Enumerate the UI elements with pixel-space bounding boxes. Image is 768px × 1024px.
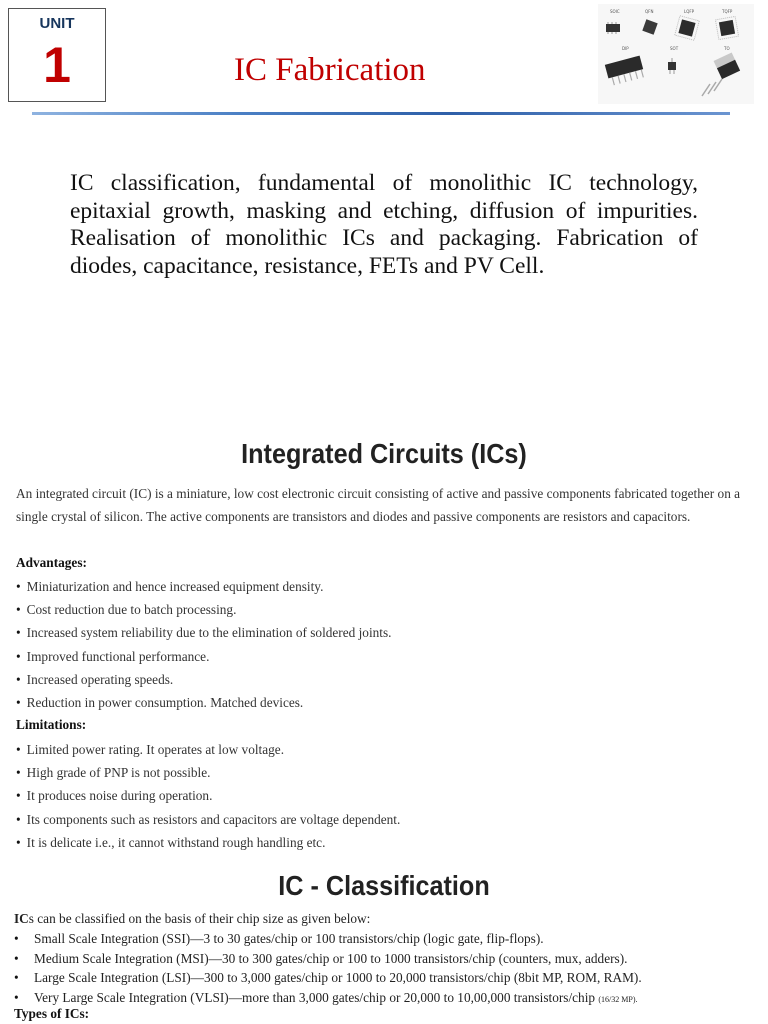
ic-packages-image xyxy=(598,4,754,104)
list-item: • Small Scale Integration (SSI)—3 to 30 gates/chip or 100 transistors/chip (logic gate, flip-flops). xyxy=(14,931,544,946)
pkg-label-to: TO xyxy=(724,46,730,51)
limitations-heading: Limitations: xyxy=(16,717,87,732)
list-item: • Cost reduction due to batch processing. xyxy=(16,602,237,618)
list-item: • High grade of PNP is not possible. xyxy=(16,765,211,781)
list-item: • It is delicate i.e., it cannot withstand rough handling etc. xyxy=(16,834,326,850)
classification-lead: ICs can be classified on the basis of their chip size as given below: xyxy=(14,911,371,926)
pkg-label-tqfp: TQFP xyxy=(722,9,733,14)
lqfp-package-icon xyxy=(675,16,699,40)
dip-package-icon xyxy=(605,56,644,86)
pkg-label-qfn: QFN xyxy=(645,9,654,14)
tqfp-package-icon xyxy=(715,16,738,39)
pkg-label-sot: SOT xyxy=(670,46,679,51)
syllabus-intro: IC classification, fundamental of monolithic IC technology, epitaxial growth, masking and etching, diffusion of impurities. Realisation of monolithic ICs and packaging. Fabrication of diodes, capacitance, resistance, FETs and PV Cell. xyxy=(70,170,698,279)
header-divider xyxy=(32,112,730,115)
pkg-label-dip: DIP xyxy=(622,46,629,51)
advantages-list xyxy=(16,575,392,714)
types-heading: Types of ICs: xyxy=(14,1006,90,1021)
section-heading-classification: IC - Classification xyxy=(278,870,490,901)
list-item: • Very Large Scale Integration (VLSI)—more than 3,000 gates/chip or 20,000 to 10,00,000 transistors/chip (16/32 MP). xyxy=(14,989,638,1005)
list-item: • Miniaturization and hence increased equipment density. xyxy=(16,579,324,594)
list-item: • Large Scale Integration (LSI)—300 to 3,000 gates/chip or 1000 to 20,000 transistors/chip (8bit MP, ROM, RAM). xyxy=(14,970,642,985)
list-item: • It produces noise during operation. xyxy=(16,788,213,804)
unit-box xyxy=(8,8,106,102)
unit-number: 1 xyxy=(43,37,71,93)
to220-package-icon xyxy=(702,53,740,96)
list-item: • Medium Scale Integration (MSI)—30 to 300 gates/chip or 100 to 1000 transistors/chip (counters, mux, adders). xyxy=(14,950,628,966)
ic-definition-paragraph: An integrated circuit (IC) is a miniature, low cost electronic circuit consisting of active and passive components fabricated together on a single crystal of silicon. The active components are transistors and diodes and passive components are resistors and capacitors. xyxy=(16,486,741,524)
list-item: • Reduction in power consumption. Matched devices. xyxy=(16,694,304,710)
limitations-list xyxy=(16,738,400,854)
pkg-label-soic: SOIC xyxy=(610,9,620,14)
pkg-label-lqfp: LQFP xyxy=(684,9,695,14)
list-item: • Increased system reliability due to the elimination of soldered joints. xyxy=(16,625,392,641)
soic-package-icon xyxy=(606,22,620,34)
page-title: IC Fabrication xyxy=(234,52,426,88)
list-item: • Limited power rating. It operates at low voltage. xyxy=(16,742,285,757)
advantages-heading: Advantages: xyxy=(16,555,87,570)
sot-package-icon xyxy=(668,58,676,74)
unit-label: UNIT xyxy=(39,15,75,32)
list-item: • Increased operating speeds. xyxy=(16,671,174,687)
list-item: • Its components such as resistors and capacitors are voltage dependent. xyxy=(16,811,401,827)
list-item: • Improved functional performance. xyxy=(16,648,210,664)
section-heading-ics: Integrated Circuits (ICs) xyxy=(241,438,527,469)
classification-list xyxy=(14,929,766,1007)
qfn-package-icon xyxy=(642,19,657,34)
